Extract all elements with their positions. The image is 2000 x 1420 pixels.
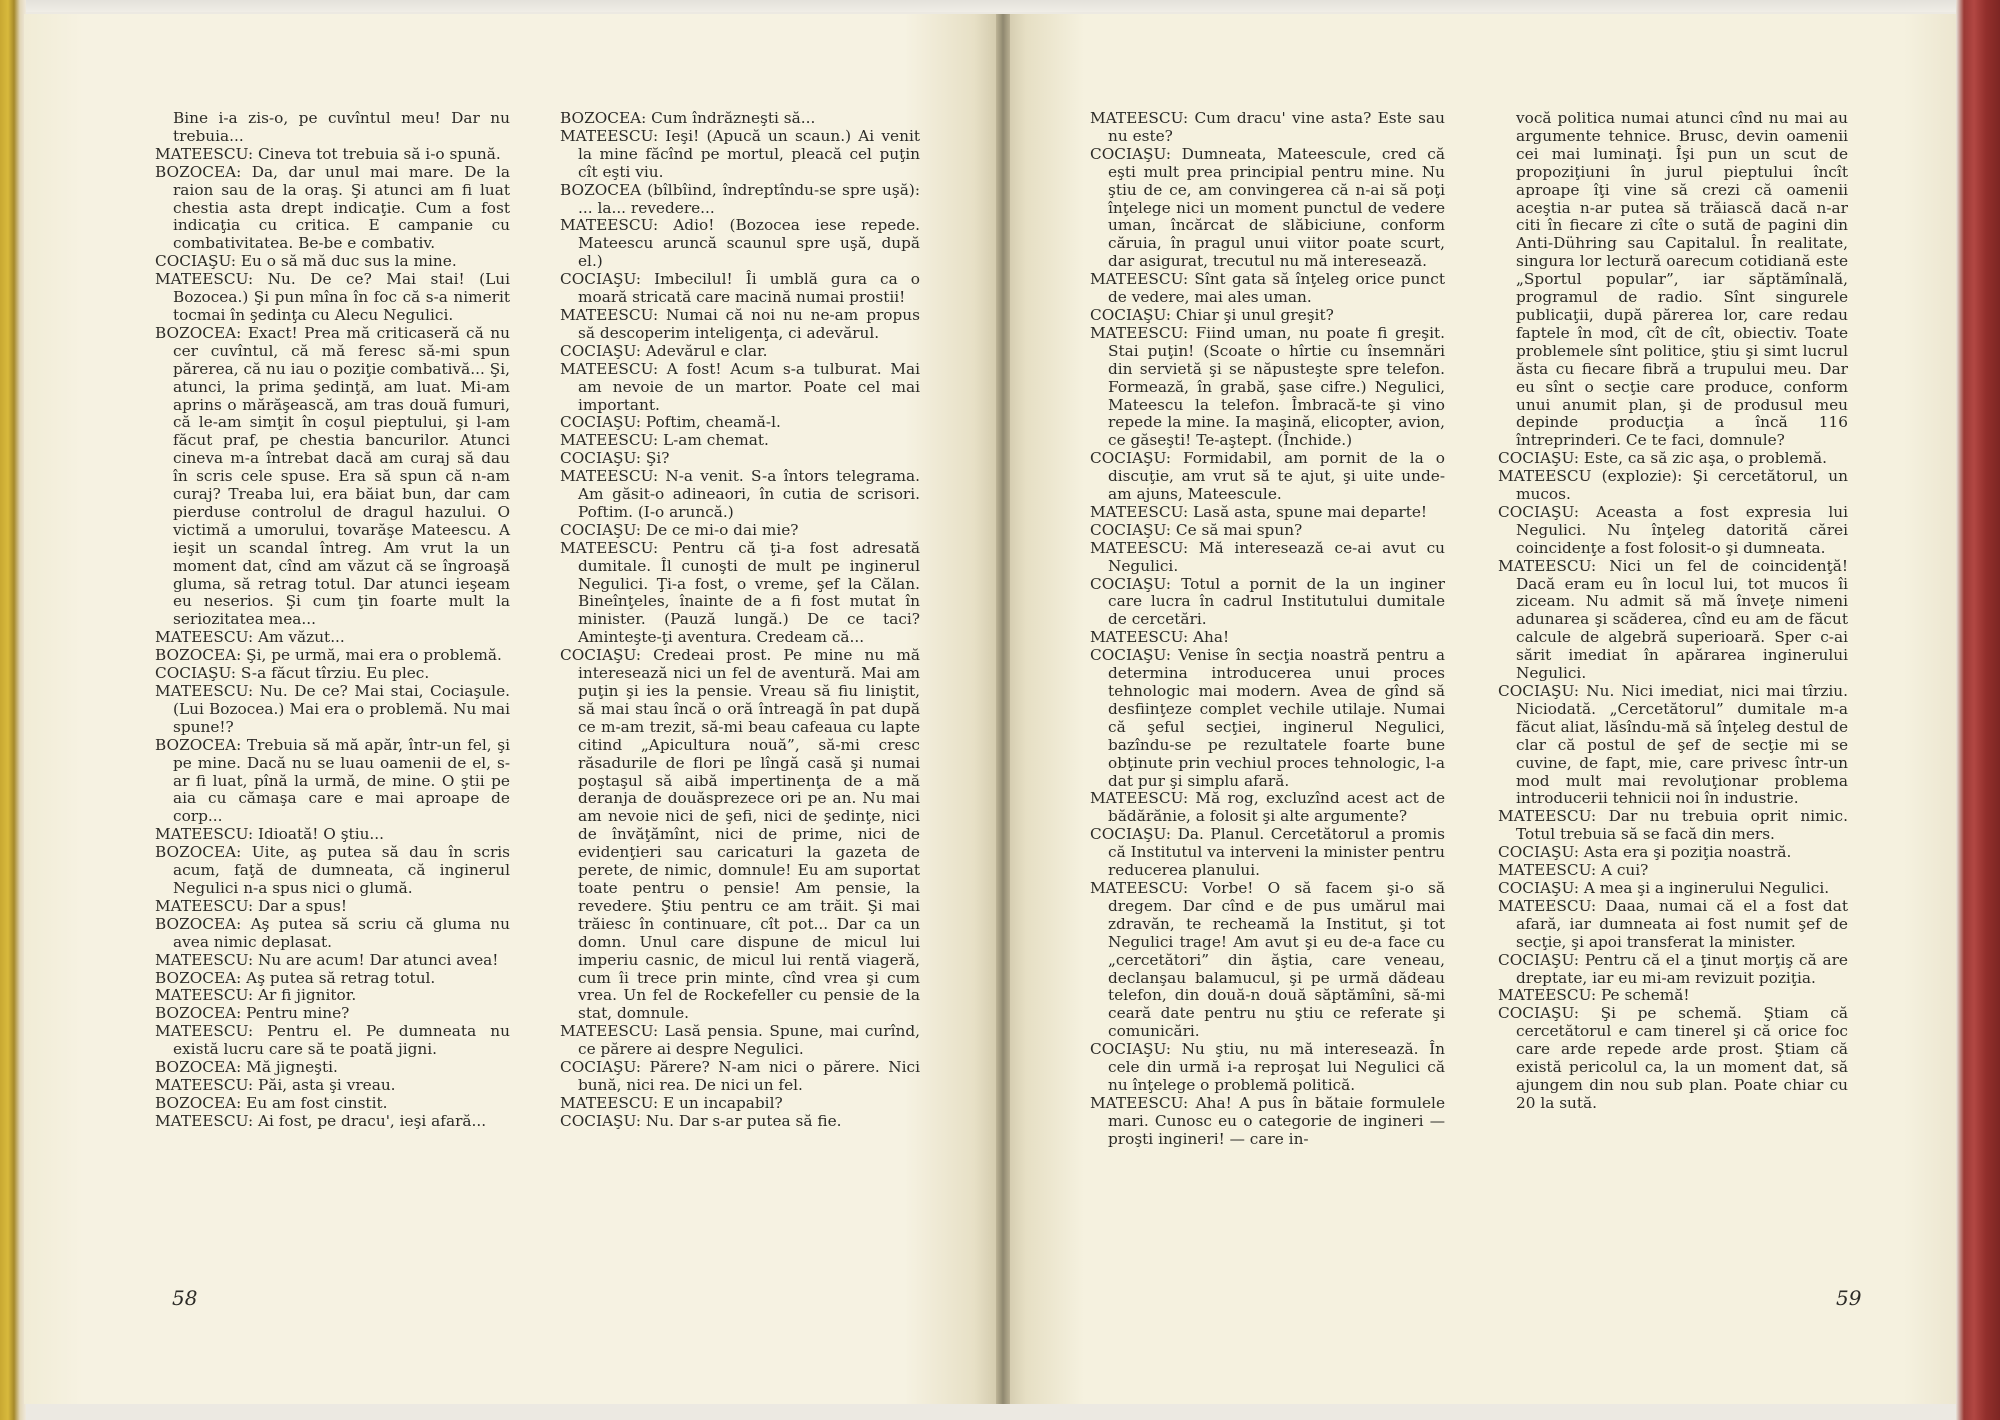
dialogue-line: COCIAŞU: Nu. Nici imediat, nici mai tîrziu. Niciodată. „Cercetătorul” dumitale m-a făcut aliat, lăsîndu-mă să înţeleg destul de clar că postul de şef de secţie mi se cuvine, de fapt, mie, care privesc într-un mod mult mai revoluţionar problema introducerii tehnicii noi în industrie. bbox=[1498, 682, 1848, 808]
dialogue-line: BOZOCEA: Cum îndrăzneşti să... bbox=[560, 109, 816, 127]
dialogue-line: MATEESCU: Adio! (Bozocea iese repede. Mateescu aruncă scaunul spre uşă, după el.) bbox=[560, 216, 920, 271]
dialogue-line: COCIAŞU: Adevărul e clar. bbox=[560, 341, 768, 360]
dialogue-line: MATEESCU: Nici un fel de coincidenţă! Dacă eram eu în locul lui, tot mucos îi ziceam. Nu admit să mă înveţe nimeni adunarea şi scăderea, cînd eu am de făcut calcule de algebră superioară. Sper c-ai sărit imediat în apărarea inginerului Negulici. bbox=[1498, 556, 1848, 683]
dialogue-line: COCIAŞU: Dumneata, Mateescule, cred că eşti mult prea principial pentru mine. Nu ştiu de ce, am convingerea că n-ai să poţi înţelege nici un moment punctul de vedere uman, încărcat de slăbiciune, conform căruia, în pragul unui viitor poate scurt, dar asigurat, trecutul nu mă interesează. bbox=[1090, 144, 1445, 271]
dialogue-line: COCIAŞU: Venise în secţia noastră pentru a determina introducerea unui proces tehnologic mai modern. Avea de gînd să desfiinţeze complet vechile utilaje. Numai că şeful secţiei, inginerul Negulici, bazîndu-se pe rezultatele foarte bune obţinute prin vechiul proces tehnologic, l-a dat pur şi simplu afară. bbox=[1090, 646, 1445, 790]
dialogue-line: MATEESCU: Nu. De ce? Mai stai! (Lui Bozocea.) Şi pun mîna în foc că s-a nimerit tocmai în şedinţa cu Alecu Negulici. bbox=[155, 270, 510, 324]
dialogue-line: MATEESCU: Fiind uman, nu poate fi greşit. Stai puţin! (Scoate o hîrtie cu însemnări din servietă şi se năpusteşte spre telefon. Formează, în grabă, şase cifre.) Negulici, Mateescu la telefon. Îmbracă-te şi vino repede la mine. Ia maşină, elicopter, avion, ce găseşti! Te-aştept. (Închide.) bbox=[1090, 323, 1445, 450]
dialogue-line: COCIAŞU: Credeai prost. Pe mine nu mă interesează nici un fel de aventură. Mai am puţin şi ies la pensie. Vreau să fiu liniştit, să mai stau încă o oră întreagă în pat după ce m-am trezit, să-mi beau cafeaua cu lapte citind „Apicultura nouă”, să-mi cresc răsadurile de flori pe lîngă casă şi numai poştaşul să aibă impertinenţa de a mă deranja de douăsprezece ori pe an. Nu mai am nevoie nici de şefi, nici de şedinţe, nici de învăţămînt, nici de prime, nici de evidenţieri sau caricaturi la gazeta de perete, de nimic, domnule! Eu am suportat toate pentru o pensie! Am pensie, la revedere. Ştiu pentru ce am trăit. Şi mai trăiesc în continuare, cît pot... Dar ca un domn. Unul care dispune de micul lui imperiu casnic, de micul lui rentă viageră, cum îi trece prin minte, cînd vrea şi cum vrea. Un fel de Rockefeller cu pensie de la stat, domnule. bbox=[560, 646, 920, 1023]
dialogue-line: MATEESCU: Nu are acum! Dar atunci avea! bbox=[155, 950, 499, 969]
right-page-column-2 bbox=[1498, 110, 1848, 1113]
dialogue-line: MATEESCU: Aha! A pus în bătaie formulele mari. Cunosc eu o categorie de ingineri — proşti ingineri! — care in- bbox=[1090, 1093, 1445, 1148]
left-page-column-1 bbox=[155, 110, 510, 1131]
dialogue-line: vocă politica numai atunci cînd nu mai au argumente tehnice. Brusc, devin oamenii cei mai luminaţi. Îşi pun un scut de propoziţiuni în jurul pieptului încît aproape îţi vine să crezi că oamenii aceştia n-ar putea să trăiască dacă n-ar citi în fiecare zi cîte o sută de pagini din Anti-Dühring sau Capitalul. În realitate, singura lor lectură oarecum cotidiană este „Sportul popular”, iar săptămînală, programul de radio. Sînt singurele publicaţii, după părerea lor, care redau faptele în mod, cît de cît, obiectiv. Toate problemele sînt politice, ştiu şi simt lucrul ăsta cu fiecare fibră a trupului meu. Dar eu sînt o secţie care produce, conform unui anumit plan, şi de produsul meu depinde producţia a încă 116 întreprinderi. Ce te faci, domnule? bbox=[1516, 109, 1848, 450]
dialogue-line: COCIAŞU: De ce mi-o dai mie? bbox=[560, 520, 799, 539]
dialogue-line: MATEESCU: Vorbe! O să facem şi-o să dregem. Dar cînd e de pus umărul mai zdravăn, te recheamă la Institut, şi tot Negulici trage! Am avut şi eu de-a face cu „cercetători” din ăştia, care veneau, declanşau balamucul, şi pe urmă dădeau telefon, din două-n două săptămîni, să-mi ceară date pentru nu ştiu ce referate şi comunicări. bbox=[1090, 878, 1445, 1041]
dialogue-line: MATEESCU: A fost! Acum s-a tulburat. Mai am nevoie de un martor. Poate cel mai important. bbox=[560, 359, 920, 414]
dialogue-line: MATEESCU: Pentru el. Pe dumneata nu există lucru care să te poată jigni. bbox=[155, 1022, 510, 1059]
dialogue-line: COCIAŞU: Poftim, cheamă-l. bbox=[560, 413, 781, 432]
dialogue-line: BOZOCEA: Uite, aş putea să dau în scris acum, faţă de dumneata, că inginerul Negulici n-a spus nici o glumă. bbox=[155, 843, 510, 897]
dialogue-line: MATEESCU: Lasă pensia. Spune, mai curînd, ce părere ai despre Negulici. bbox=[560, 1022, 920, 1059]
left-page-column-2 bbox=[560, 110, 920, 1131]
dialogue-line: MATEESCU: Lasă asta, spune mai departe! bbox=[1090, 502, 1428, 521]
dialogue-line: MATEESCU: Aha! bbox=[1090, 628, 1230, 647]
page-number-left: 58 bbox=[172, 1286, 198, 1310]
dialogue-line: COCIAŞU: Este, ca să zic aşa, o problemă. bbox=[1498, 449, 1828, 468]
dialogue-line: BOZOCEA: Pentru mine? bbox=[155, 1004, 350, 1023]
dialogue-line: MATEESCU: Mă interesează ce-ai avut cu Negulici. bbox=[1090, 538, 1445, 575]
dialogue-line: COCIAŞU: Nu ştiu, nu mă interesează. În cele din urmă i-a reproşat lui Negulici că nu înţelege o problemă politică. bbox=[1090, 1040, 1445, 1094]
dialogue-line: COCIAŞU: Nu. Dar s-ar putea să fie. bbox=[560, 1111, 842, 1130]
dialogue-line: MATEESCU: Daaa, numai că el a fost dat afară, iar dumneata ai fost numit şef de secţie, şi apoi transferat la minister. bbox=[1498, 896, 1848, 951]
dialogue-line: BOZOCEA: Da, dar unul mai mare. De la raion sau de la oraş. Şi atunci am fi luat chestia asta drept indicaţie. Cum a fost indicaţia cu critica. E campanie cu combativitatea. Be-be e combativ. bbox=[155, 162, 510, 253]
dialogue-line: MATEESCU: Sînt gata să înţeleg orice punct de vedere, mai ales uman. bbox=[1090, 270, 1445, 307]
dialogue-line: COCIAŞU: Eu o să mă duc sus la mine. bbox=[155, 252, 457, 271]
dialogue-line: MATEESCU: L-am chemat. bbox=[560, 431, 769, 450]
dialogue-line: MATEESCU: Păi, asta şi vreau. bbox=[155, 1075, 396, 1094]
dialogue-line: Bine i-a zis-o, pe cuvîntul meu! Dar nu trebuia... bbox=[173, 109, 510, 145]
dialogue-line: COCIAŞU: Aceasta a fost expresia lui Negulici. Nu înţeleg datorită cărei coincidenţe a fost folosit-o şi dumneata. bbox=[1498, 502, 1848, 557]
dialogue-line: COCIAŞU: Şi pe schemă. Ştiam că cercetătorul e cam tinerel şi că orice foc care arde repede arde prost. Ştiam că există pericolul ca, la un moment dat, să ajungem din nou sub plan. Poate chiar cu 20 la sută. bbox=[1498, 1004, 1848, 1112]
dialogue-line: COCIAŞU: Părere? N-am nici o părere. Nici bună, nici rea. De nici un fel. bbox=[560, 1058, 920, 1094]
dialogue-line: COCIAŞU: Chiar şi unul greşit? bbox=[1090, 305, 1334, 324]
dialogue-line: MATEESCU: Idioată! O ştiu... bbox=[155, 825, 385, 844]
cover-top-edge bbox=[0, 0, 2000, 12]
dialogue-line: MATEESCU: N-a venit. S-a întors telegrama. Am găsit-o adineaori, în cutia de scrisori. Poftim. (I-o aruncă.) bbox=[560, 467, 920, 521]
dialogue-line: COCIAŞU: Totul a pornit de la un inginer care lucra în cadrul Institutului dumitale de cercetări. bbox=[1090, 574, 1445, 629]
dialogue-line: COCIAŞU: Pentru că el a ţinut morţiş că are dreptate, iar eu mi-am revizuit poziţia. bbox=[1498, 950, 1848, 987]
dialogue-line: COCIAŞU: Formidabil, am pornit de la o discuţie, am vrut să te ajut, şi uite unde-am ajuns, Mateescule. bbox=[1090, 449, 1445, 504]
dialogue-line: MATEESCU: Pe schemă! bbox=[1498, 986, 1690, 1005]
page-number-right: 59 bbox=[1836, 1286, 1862, 1310]
dialogue-line: MATEESCU: Am văzut... bbox=[155, 628, 345, 647]
book-gutter bbox=[996, 14, 1010, 1404]
dialogue-line: BOZOCEA: Şi, pe urmă, mai era o problemă. bbox=[155, 646, 502, 665]
dialogue-line: MATEESCU: Numai că noi nu ne-am propus să descoperim inteligenţa, ci adevărul. bbox=[560, 305, 920, 342]
dialogue-line: COCIAŞU: Da. Planul. Cercetătorul a promis că Institutul va interveni la minister pentru reducerea planului. bbox=[1090, 825, 1445, 880]
dialogue-line: BOZOCEA: Trebuia să mă apăr, într-un fel, şi pe mine. Dacă nu se luau oamenii de el, s-ar fi luat, pînă la urmă, de mine. O ştii pe aia cu cămaşa care e mai aproape de corp... bbox=[155, 735, 510, 826]
dialogue-line: COCIAŞU: Asta era şi poziţia noastră. bbox=[1498, 843, 1792, 862]
dialogue-line: MATEESCU: Ar fi jignitor. bbox=[155, 986, 357, 1005]
dialogue-line: BOZOCEA: Mă jigneşti. bbox=[155, 1058, 338, 1077]
dialogue-line: MATEESCU (explozie): Şi cercetătorul, un mucos. bbox=[1498, 467, 1848, 504]
dialogue-line: MATEESCU: Ieşi! (Apucă un scaun.) Ai venit la mine făcînd pe mortul, pleacă cel puţin cît eşti viu. bbox=[560, 126, 920, 181]
dialogue-line: BOZOCEA: Exact! Prea mă criticaseră că nu cer cuvîntul, că mă feresc să-mi spun părerea, că nu iau o poziţie combativă... Şi, atunci, la prima şedinţă, am luat. Mi-am aprins o mărăşească, am tras două fumuri, că le-am simţit în coşul pieptului, şi l-am făcut praf, pe chestia bancurilor. Atunci cineva m-a întrebat dacă am curaj să dau în scris cele spuse. Era să spun că n-am curaj? Treaba lui, era băiat bun, dar cam pierduse controlul de dragul hazului. O victimă a umorului, tovarăşe Mateescu. A ieşit un scandal întreg. Am vrut la un moment dat, cînd am văzut că se îngroaşă gluma, să retrag totul. Dar atunci ieşeam eu neserios. Şi cum ţin foarte mult la seriozitatea mea... bbox=[155, 323, 510, 629]
dialogue-line: MATEESCU: Mă rog, excluzînd acest act de bădărănie, a folosit şi alte argumente? bbox=[1090, 789, 1445, 826]
dialogue-line: MATEESCU: A cui? bbox=[1498, 861, 1649, 880]
cover-right-edge bbox=[1956, 0, 2000, 1420]
dialogue-line: MATEESCU: Pentru că ţi-a fost adresată dumitale. Îl cunoşti de mult pe inginerul Negulici. Ţi-a fost, o vreme, şef la Călan. Bineînţeles, înainte de a fi fost mutat în minister. (Pauză lungă.) De ce taci? Aminteşte-ţi aventura. Credeam că... bbox=[560, 538, 920, 647]
dialogue-line: MATEESCU: Cum dracu' vine asta? Este sau nu este? bbox=[1090, 109, 1445, 145]
dialogue-line: COCIAŞU: A mea şi a inginerului Negulici. bbox=[1498, 878, 1830, 897]
dialogue-line: COCIAŞU: Imbecilul! Îi umblă gura ca o moară stricată care macină numai prostii! bbox=[560, 270, 920, 307]
dialogue-line: MATEESCU: Ai fost, pe dracu', ieşi afară... bbox=[155, 1111, 487, 1130]
dialogue-line: BOZOCEA: Eu am fost cinstit. bbox=[155, 1093, 388, 1112]
dialogue-line: MATEESCU: Dar nu trebuia oprit nimic. Totul trebuia să se facă din mers. bbox=[1498, 807, 1848, 844]
dialogue-line: MATEESCU: Nu. De ce? Mai stai, Cociaşule. (Lui Bozocea.) Mai era o problemă. Nu mai spune!? bbox=[155, 682, 510, 736]
dialogue-line: COCIAŞU: Şi? bbox=[560, 449, 670, 468]
cover-left-edge bbox=[0, 0, 26, 1420]
dialogue-line: BOZOCEA: Aş putea să retrag totul. bbox=[155, 968, 436, 987]
dialogue-line: COCIAŞU: Ce să mai spun? bbox=[1090, 520, 1303, 539]
dialogue-line: MATEESCU: Dar a spus! bbox=[155, 896, 347, 915]
right-page-column-1 bbox=[1090, 110, 1445, 1149]
dialogue-line: BOZOCEA (bîlbîind, îndreptîndu-se spre uşă): ... la... revedere... bbox=[560, 180, 920, 217]
dialogue-line: COCIAŞU: S-a făcut tîrziu. Eu plec. bbox=[155, 664, 430, 683]
dialogue-line: MATEESCU: Cineva tot trebuia să i-o spună. bbox=[155, 144, 501, 163]
dialogue-line: BOZOCEA: Aş putea să scriu că gluma nu avea nimic deplasat. bbox=[155, 914, 510, 951]
dialogue-line: MATEESCU: E un incapabil? bbox=[560, 1093, 783, 1112]
